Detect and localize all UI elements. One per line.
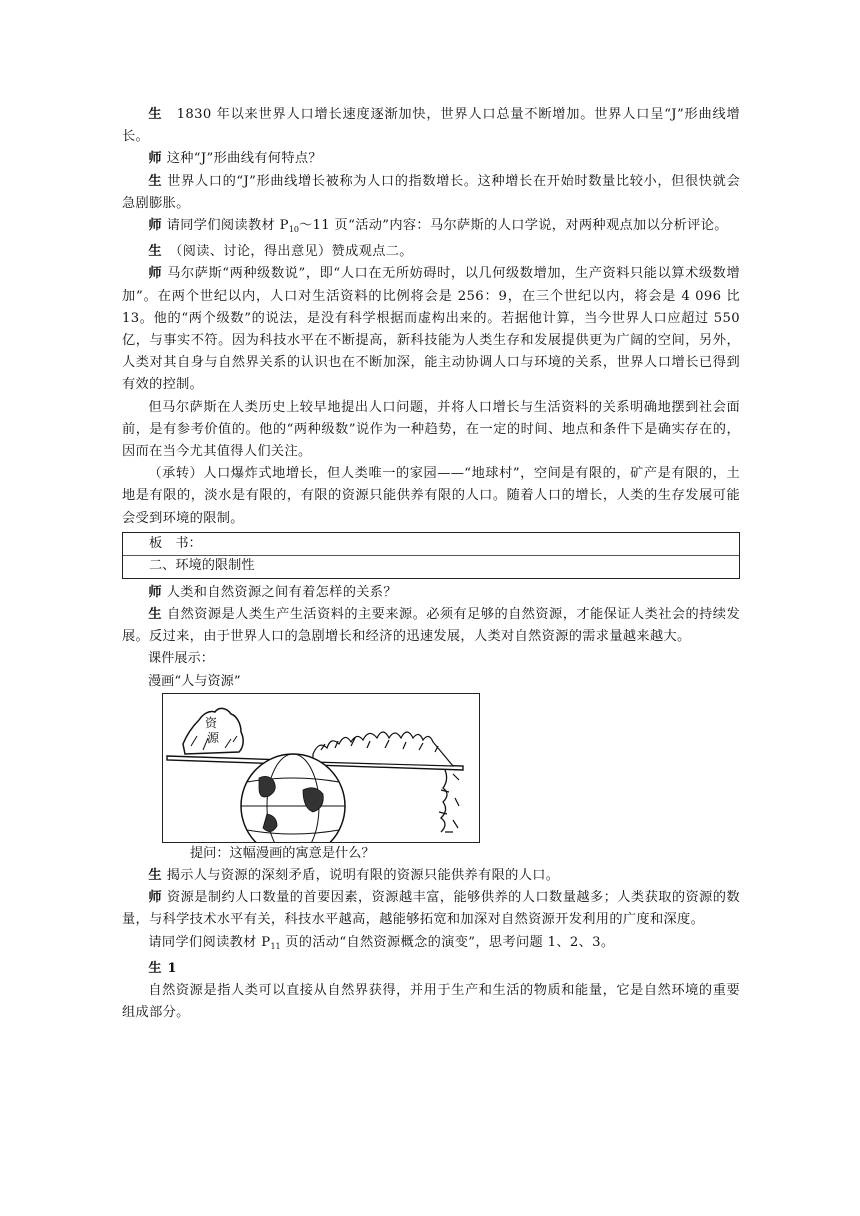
courseware-label: 课件展示： — [148, 651, 214, 667]
paragraph — [122, 241, 740, 263]
paragraph-text: （承转）人口爆炸式地增长，但人类唯一的家园——“地球村”，空间是有限的，矿产是有限的，土地是有限的，淡水是有限的，有限的资源只能供养有限的人口。随着人口的增长，人类的生存发展可能会受到环境的限制。 — [122, 466, 740, 526]
cartoon-title: 漫画“人与资源” — [148, 673, 241, 689]
falling-figures — [439, 774, 459, 832]
paragraph-text: 这种“J”形曲线有何特点？ — [166, 151, 322, 167]
cartoon-illustration — [163, 694, 479, 842]
paragraph — [122, 958, 740, 980]
speaker-label: 生 — [148, 244, 163, 260]
paragraph-text: 但马尔萨斯在人类历史上较早地提出人口问题，并将人口增长与生活资料的关系明确地摆到社会面前，是有参考价值的。他的“两种级数”说作为一种趋势，在一定的时间、地点和条件下是确实存在的，因而在当今尤其值得人们关注。 — [122, 399, 740, 460]
rock-label-1: 资 — [204, 715, 218, 730]
speaker-label: 生 — [148, 107, 163, 122]
paragraph-text: 自然资源是指人类可以直接从自然界获得，并用于生产和生活的物质和能量，它是自然环境的重要组成部分。 — [122, 983, 740, 1021]
paragraph-text: ～11 页“活动”内容：马尔萨斯的人口学说，对两种观点加以分析评论。 — [299, 218, 728, 234]
speaker-label: 师 — [148, 266, 163, 282]
globe-circle — [241, 754, 345, 842]
paragraph-text: （阅读、讨论，得出意见）赞成观点二。 — [175, 244, 413, 260]
paragraph-text: 人类和自然资源之间有着怎样的关系？ — [166, 584, 397, 600]
speaker-label: 师 — [148, 218, 163, 234]
rock-label-2: 源 — [206, 730, 220, 745]
paragraph — [122, 171, 740, 215]
paragraph — [122, 148, 740, 170]
paragraph-text: 资源是制约人口数量的首要因素，资源越丰富，能够供养的人口数量越多；人类获取的资源的数量，与科学技术水平有关，科技水平越高，越能够拓宽和加深对自然资源开发利用的广度和深度。 — [122, 890, 740, 928]
paragraph — [122, 865, 740, 887]
page-subscript: 10 — [288, 225, 299, 235]
paragraph — [122, 887, 740, 931]
cartoon-question: 提问：这幅漫画的寓意是什么？ — [190, 845, 375, 861]
paragraph-text: 世界人口的“J”形曲线增长被称为人口的指数增长。这种增长在开始时数量比较小，但很快就会急剧膨胀。 — [122, 173, 740, 211]
paragraph — [122, 397, 740, 464]
paragraph-text: 页的活动“自然资源概念的演变”，思考问题 1、2、3。 — [280, 934, 615, 950]
board-item: 二、环境的限制性 — [149, 557, 255, 573]
cartoon-image — [162, 693, 480, 843]
paragraph — [122, 980, 740, 1024]
blackboard-box — [122, 532, 740, 579]
paragraph-text: 自然资源是人类生产生活资料的主要来源。必须有足够的自然资源，才能保证人类社会的持续发展。反过来，由于世界人口的急剧增长和经济的迅速发展，人类对自然资源的需求量越来越大。 — [122, 607, 740, 645]
paragraph — [122, 463, 740, 530]
board-label: 板 书： — [149, 535, 202, 551]
paragraph-text: 请同学们阅读教材 P — [166, 218, 289, 234]
paragraph — [122, 215, 740, 241]
speaker-label: 生 1 — [148, 960, 178, 976]
paragraph-text: 马尔萨斯“两种级数说”，即“人口在无所妨碍时，以几何级数增加，生产资料只能以算术级数增加”。在两个世纪以内，人口对生活资料的比例将会是 256：9，在三个世纪以内，将会是 4 096 比 13。他的“两个级数”的说法，是没有科学根据而虚构出来的。若据他计算，当今世界人口应超过 550 亿，与事实不符。因为科技水平在不断提高，新科技能为人类生存和发展提供更为广阔的空间，另外，人类对其自身与自然界关系的认识也在不断加深，能主动协调人口与环境的关系，世界人口增长已得到有效的控制。 — [122, 266, 740, 393]
falling-people — [441, 770, 447, 832]
paragraph-text: 揭示人与资源的深刻矛盾，说明有限的资源只能供养有限的人口。 — [166, 868, 560, 884]
speaker-label: 师 — [148, 890, 163, 906]
paragraph — [122, 104, 740, 148]
page-subscript: 11 — [270, 941, 281, 951]
speaker-label: 师 — [148, 151, 163, 167]
paragraph — [122, 263, 740, 396]
crowd-on-plank — [313, 732, 453, 766]
document-page — [122, 104, 740, 1025]
paragraph-text: 请同学们阅读教材 P — [148, 934, 271, 950]
speaker-label: 生 — [148, 173, 163, 189]
paragraph — [122, 932, 740, 958]
speaker-label: 生 — [148, 607, 163, 623]
speaker-label: 师 — [148, 584, 163, 600]
speaker-label: 生 — [148, 868, 163, 884]
paragraph — [122, 604, 740, 648]
paragraph — [122, 582, 740, 604]
paragraph-text: 1830 年以来世界人口增长速度逐渐加快，世界人口总量不断增加。世界人口呈“J”形曲线增长。 — [122, 107, 740, 145]
